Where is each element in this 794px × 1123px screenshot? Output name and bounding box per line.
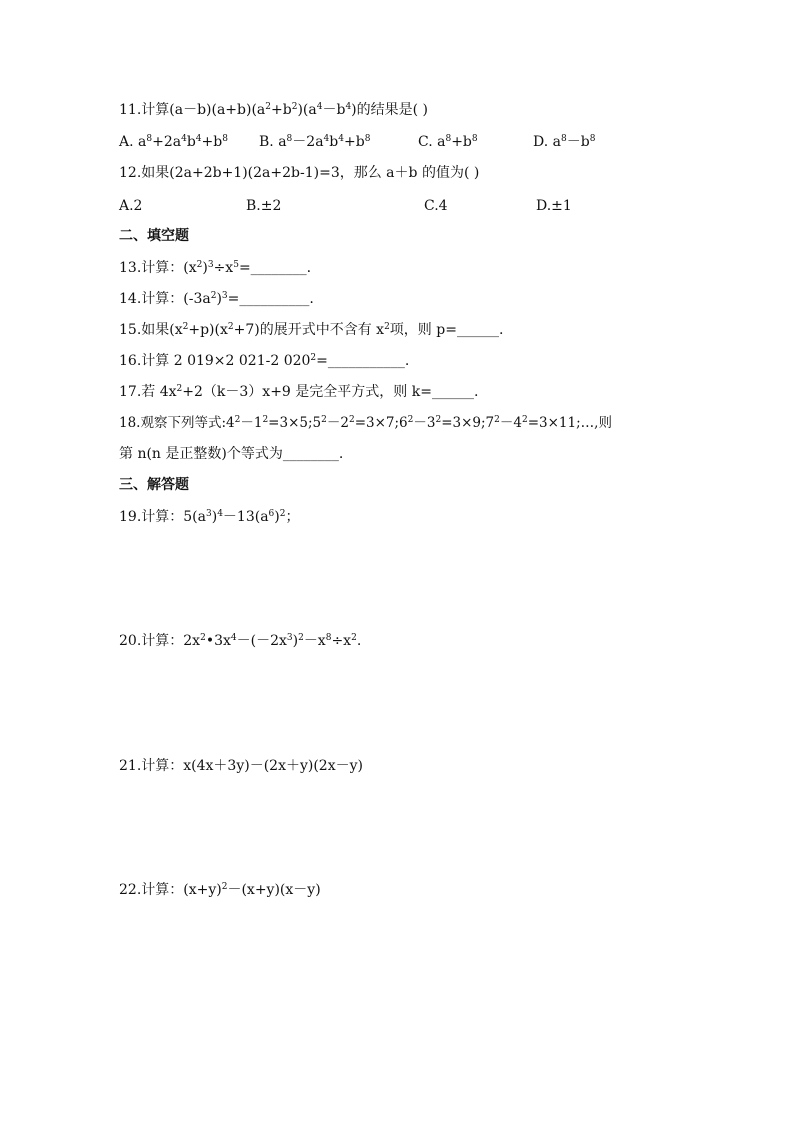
question-18: 18.观察下列等式$:4^2-1^2=3\times 5;5^2-2^2=3\times 7;6^2-3^2=3\times 9;7^2-4^2=3\times 11;\dots$,则 xyxy=(119,415,612,431)
option-d: D.±1 xyxy=(536,198,572,214)
question-12: 12.如果(2a+2b+1)(2a+2b-1)=3，那么 a＋b 的值为( ) xyxy=(119,165,480,181)
question-12-options xyxy=(0,196,794,216)
question-16: 16.计算 2 019×2 021-2 $020^2=\_\_\_\_\_\_\_\_\_\_\_$. xyxy=(119,353,410,369)
option-b: B.±2 xyxy=(246,198,282,214)
option-a: A.2 xyxy=(119,198,143,214)
question-22: 22.计算：$(x+y)^2-(x+y)(x-y)$ xyxy=(119,882,321,898)
question-14: 14.计算：$(-3a^2)^3=\_\_\_\_\_\_\_\_\_\_$. xyxy=(119,291,314,307)
option-d: D. $a^8-b^8$ xyxy=(533,134,596,150)
question-13: 13.计算：$(x^2)^3\div x^5=\_\_\_\_\_\_\_\_$. xyxy=(119,260,312,276)
question-18-line-2: 第 n(n 是正整数)个等式为________. xyxy=(119,446,344,462)
option-c: C.4 xyxy=(424,198,448,214)
section-heading-fill-in: 二、填空题 xyxy=(119,228,189,244)
question-11-options xyxy=(0,132,794,152)
option-a: A. $a^8+2a^4b^4+b^8$ xyxy=(119,134,228,150)
question-19: 19.计算：$5(a^3)^4-13(a^6)^2$； xyxy=(119,509,300,525)
question-20: 20.计算：$2x^2•3x^4-(-2x^3)^2-x^8\div x^2$. xyxy=(119,633,362,649)
section-heading-solve: 三、解答题 xyxy=(119,477,189,493)
option-c: C. $a^8+b^8$ xyxy=(418,134,478,150)
option-b: B. $a^8-2a^4b^4+b^8$ xyxy=(259,134,371,150)
question-11: 11.计算$(a-b)(a+b)(a^2+b^2)(a^4-b^4)$的结果是( ) xyxy=(119,102,429,118)
question-21: 21.计算：x(4x＋3y)－(2x＋y)(2x－y) xyxy=(119,758,363,774)
question-15: 15.如果$(x^2+p)(x^2+7)$的展开式中不含有 $x^2$项，则 p=______. xyxy=(119,322,504,338)
question-17: 17.若 $4x^2+2(k-3)x+9$ 是完全平方式，则 k=______. xyxy=(119,384,479,400)
